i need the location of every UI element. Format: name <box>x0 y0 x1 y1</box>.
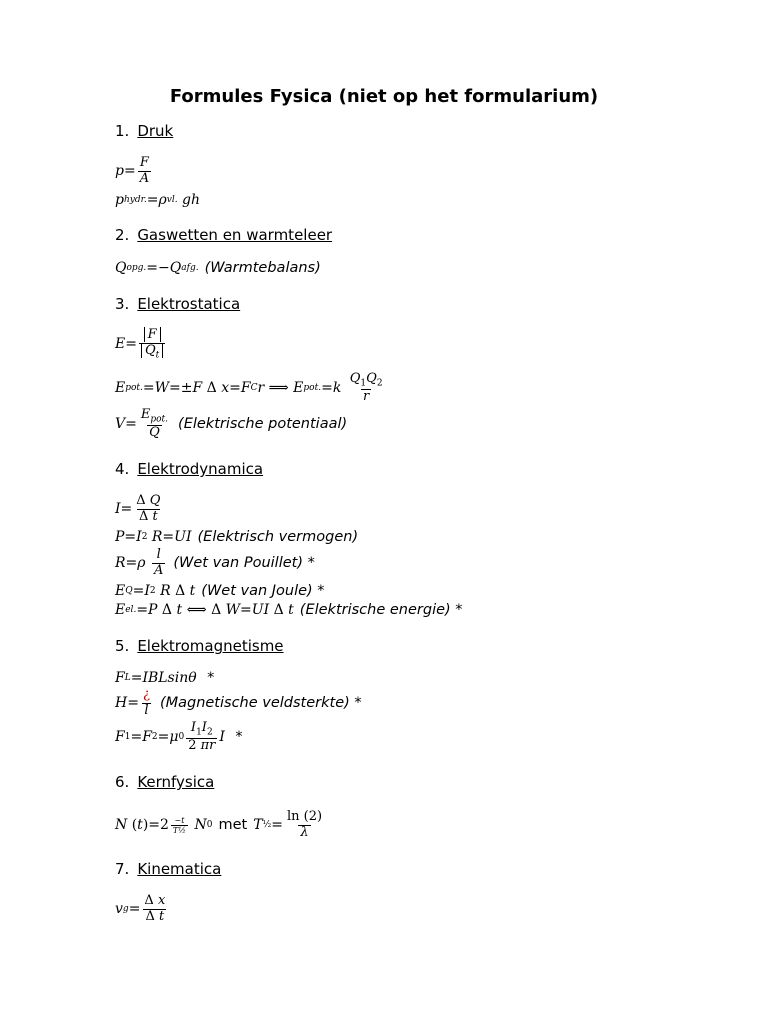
section-number: 7. <box>115 860 130 878</box>
formula-electric-field: E = $\frac{F}{Q_t}$ <box>115 328 167 361</box>
formula-force-between-wires: F 1 = F 2 = μ 0 $\frac{I_1I_2}{2 \pi r}$ I * <box>115 720 243 753</box>
formula-average-velocity: v g = $\frac{\text{Δ x}}{\text{Δ t}}$ <box>115 893 166 924</box>
section-title: Druk <box>137 122 174 140</box>
formula-joule: E Q = I 2 R Δ t (Wet van Joule) * <box>115 583 325 599</box>
page-title: Formules Fysica (niet op het formularium) <box>169 86 599 107</box>
formula-radioactive-decay: N ( t )=2 $\frac{-t}{\text{T½}}$ N 0 met T ½ = $\frac{\ln (2)}{\lambda}$ <box>115 809 323 840</box>
note-met: met <box>218 817 248 834</box>
formula-potential-energy: E pot. = W =± F Δ x = F C r ⟹ E pot. = k $\frac{Q_1Q_2}{r}$ <box>115 371 383 404</box>
formula-pouillet: R = ρ $\frac{l}{A}$ (Wet van Pouillet) * <box>115 547 315 578</box>
note-wet-joule: (Wet van Joule) * <box>201 583 325 599</box>
section-number: 4. <box>115 460 130 478</box>
section-heading-kernfysica <box>115 773 214 791</box>
note-elektrische-potentiaal: (Elektrische potentiaal) <box>178 416 348 433</box>
note-star: * <box>207 670 215 686</box>
section-heading-elektrostatica <box>115 295 240 313</box>
section-heading-kinematica <box>115 860 221 878</box>
section-number: 1. <box>115 122 130 140</box>
note-magnetische-veldsterkte: (Magnetische veldsterkte) * <box>159 695 362 712</box>
section-title: Gaswetten en warmteleer <box>137 226 333 244</box>
note-elektrisch-vermogen: (Elektrisch vermogen) <box>197 529 359 545</box>
formula-hydrostatic-pressure: p hydr. = ρ vl. gh <box>115 192 201 208</box>
section-heading-gaswetten <box>115 226 332 244</box>
note-warmtebalans: (Warmtebalans) <box>204 260 321 276</box>
section-title: Elektromagnetisme <box>137 637 284 655</box>
section-heading-elektromagnetisme <box>115 637 284 655</box>
section-number: 2. <box>115 226 130 244</box>
section-number: 3. <box>115 295 130 313</box>
section-heading-druk <box>115 122 173 140</box>
formula-heat-balance: Q opg. =− Q afg. (Warmtebalans) <box>115 260 321 276</box>
section-title: Kernfysica <box>137 773 215 791</box>
note-star: * <box>235 729 243 746</box>
formula-pressure: p = $\frac{F}{A}$ <box>115 155 150 186</box>
formula-electric-energy: E el. = P Δ t ⟺ Δ W = UI Δ t (Elektrische energie) * <box>115 602 463 618</box>
section-title: Kinematica <box>137 860 222 878</box>
note-wet-pouillet: (Wet van Pouillet) * <box>173 555 315 572</box>
formula-magnetic-field-strength: H = $\frac{¿}{l}$ (Magnetische veldsterkte) * <box>115 687 362 718</box>
formula-electric-potential: V = $\frac{E_{pot.}}{Q}$ (Elektrische potentiaal) <box>115 407 348 440</box>
formula-power: P = I 2 R = UI (Elektrisch vermogen) <box>115 529 359 545</box>
formula-lorentz-force: F L = IBLsinθ * <box>115 670 215 686</box>
section-number: 5. <box>115 637 130 655</box>
note-elektrische-energie: (Elektrische energie) * <box>299 602 463 618</box>
section-heading-elektrodynamica <box>115 460 263 478</box>
section-title: Elektrodynamica <box>137 460 264 478</box>
formula-current: I = $\frac{\text{Δ Q}}{\text{Δ t}}$ <box>115 493 161 524</box>
section-number: 6. <box>115 773 130 791</box>
section-title: Elektrostatica <box>137 295 241 313</box>
